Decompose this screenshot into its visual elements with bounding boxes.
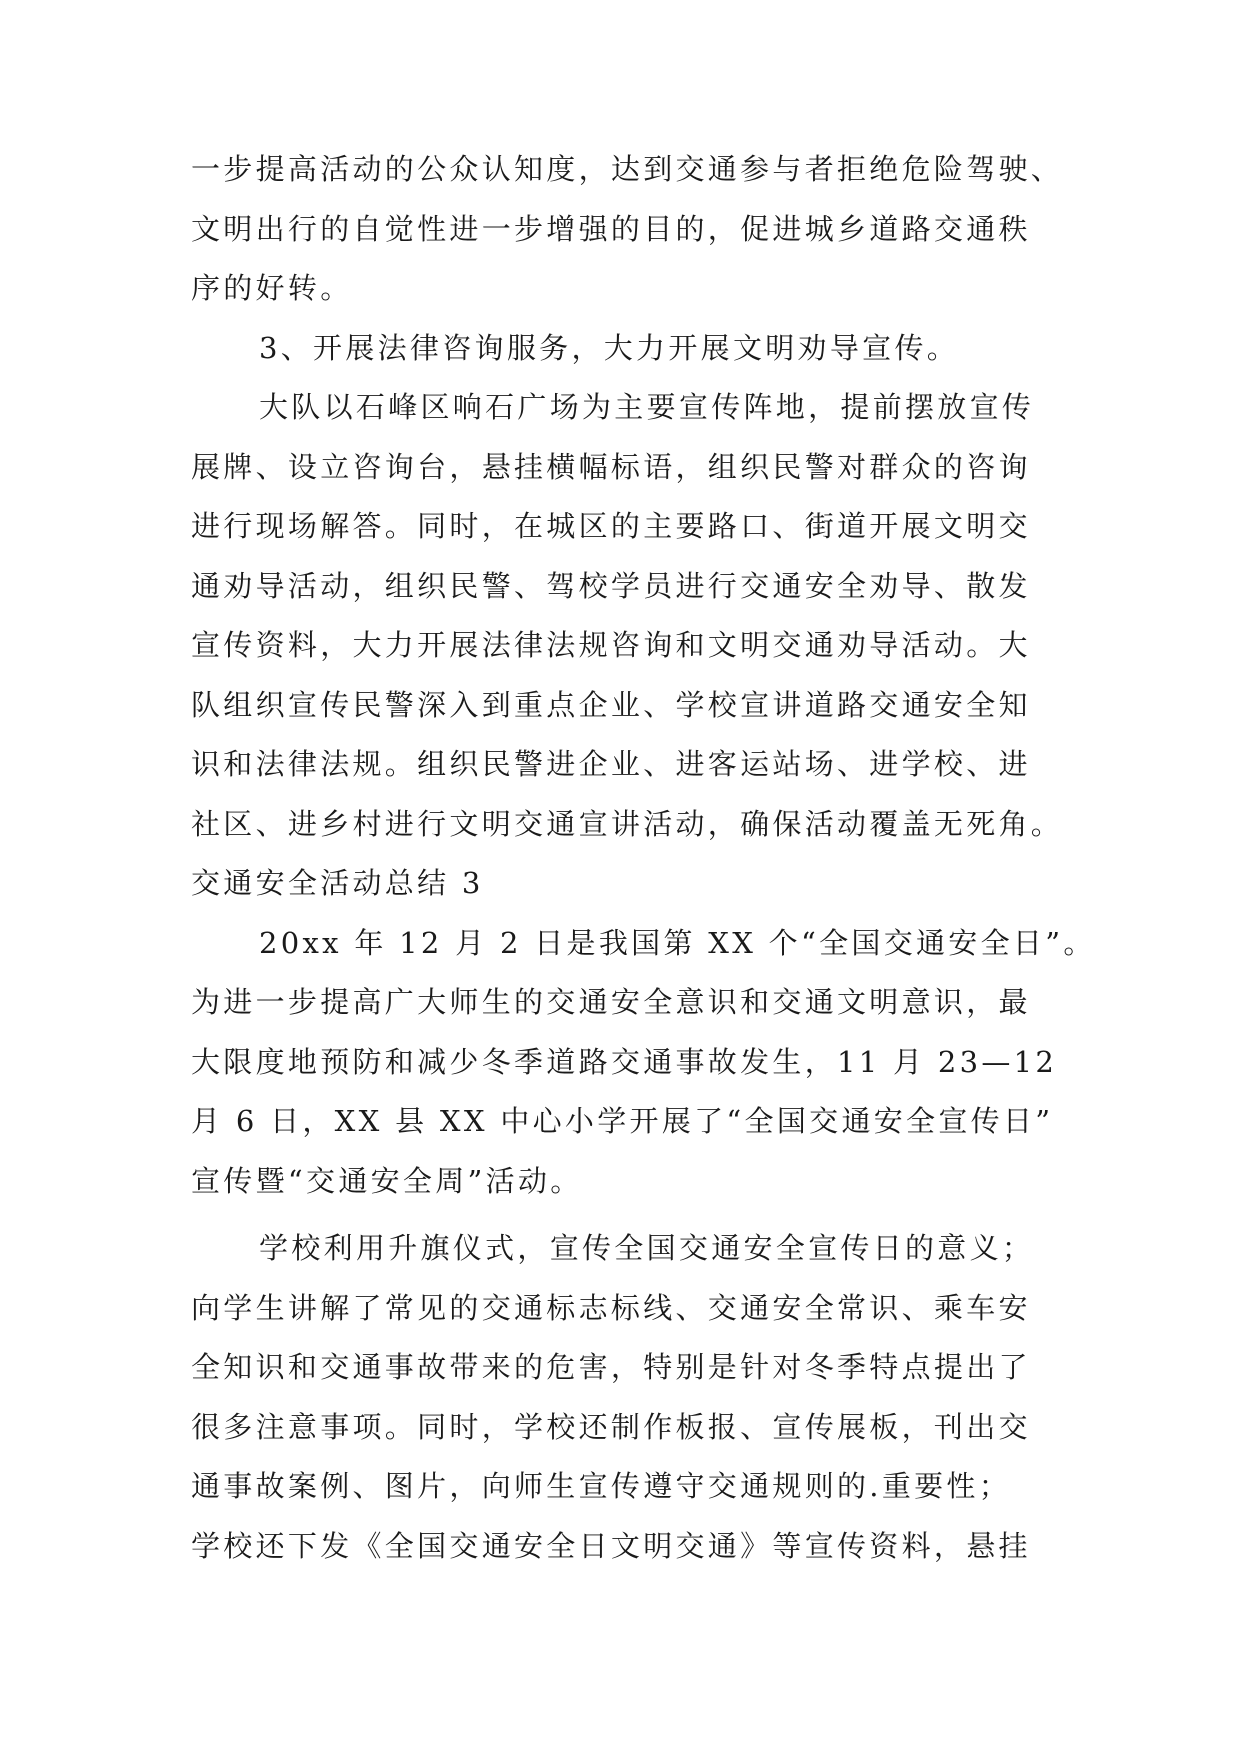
text-line: 社区、进乡村进行文明交通宣讲活动，确保活动覆盖无死角。 [191,806,1064,841]
paragraph-first-line: 学校利用升旗仪式，宣传全国交通安全宣传日的意义； [259,1231,1035,1265]
text-line: 展牌、设立咨询台，悬挂横幅标语，组织民警对群众的咨询 [191,449,1031,484]
text-line: 通事故案例、图片，向师生宣传遵守交通规则的.重要性； [191,1469,1012,1503]
text-line: 月 6 日，XX 县 XX 中心小学开展了“全国交通安全宣传日” [191,1104,1054,1138]
document-title: 交通安全活动总结 3 [191,866,484,900]
text-line: 很多注意事项。同时，学校还制作板报、宣传展板，刊出交 [191,1409,1031,1444]
text-line: 一步提高活动的公众认知度，达到交通参与者拒绝危险驾驶、 [191,152,1064,186]
text-line: 通劝导活动，组织民警、驾校学员进行交通安全劝导、散发 [191,568,1031,603]
paragraph-spacer [191,1211,1051,1219]
text-line: 向学生讲解了常见的交通标志标线、交通安全常识、乘车安 [191,1290,1031,1325]
text-line: 大限度地预防和减少冬季道路交通事故发生，11 月 23—12 [191,1044,1058,1079]
paragraph-first-line: 20xx 年 12 月 2 日是我国第 XX 个“全国交通安全日”。 [259,925,1096,960]
text-line: 全知识和交通事故带来的危害，特别是针对冬季特点提出了 [191,1350,1031,1384]
section-heading: 3、开展法律咨询服务，大力开展文明劝导宣传。 [259,330,960,365]
text-line: 宣传暨“交通安全周”活动。 [191,1163,583,1198]
text-line: 文明出行的自觉性进一步增强的目的，促进城乡道路交通秩 [191,211,1031,246]
text-line: 队组织宣传民警深入到重点企业、学校宣讲道路交通安全知 [191,687,1031,722]
document-body [191,140,1096,1576]
text-line: 识和法律法规。组织民警进企业、进客运站场、进学校、进 [191,747,1031,781]
text-line: 为进一步提高广大师生的交通安全意识和交通文明意识，最 [191,985,1031,1019]
paragraph-first-line: 大队以石峰区响石广场为主要宣传阵地，提前摆放宣传 [259,390,1035,424]
text-line: 序的好转。 [191,271,353,305]
text-line: 进行现场解答。同时，在城区的主要路口、街道开展文明交 [191,509,1031,543]
text-line: 学校还下发《全国交通安全日文明交通》等宣传资料，悬挂 [191,1528,1031,1563]
text-line: 宣传资料，大力开展法律法规咨询和文明交通劝导活动。大 [191,628,1031,662]
